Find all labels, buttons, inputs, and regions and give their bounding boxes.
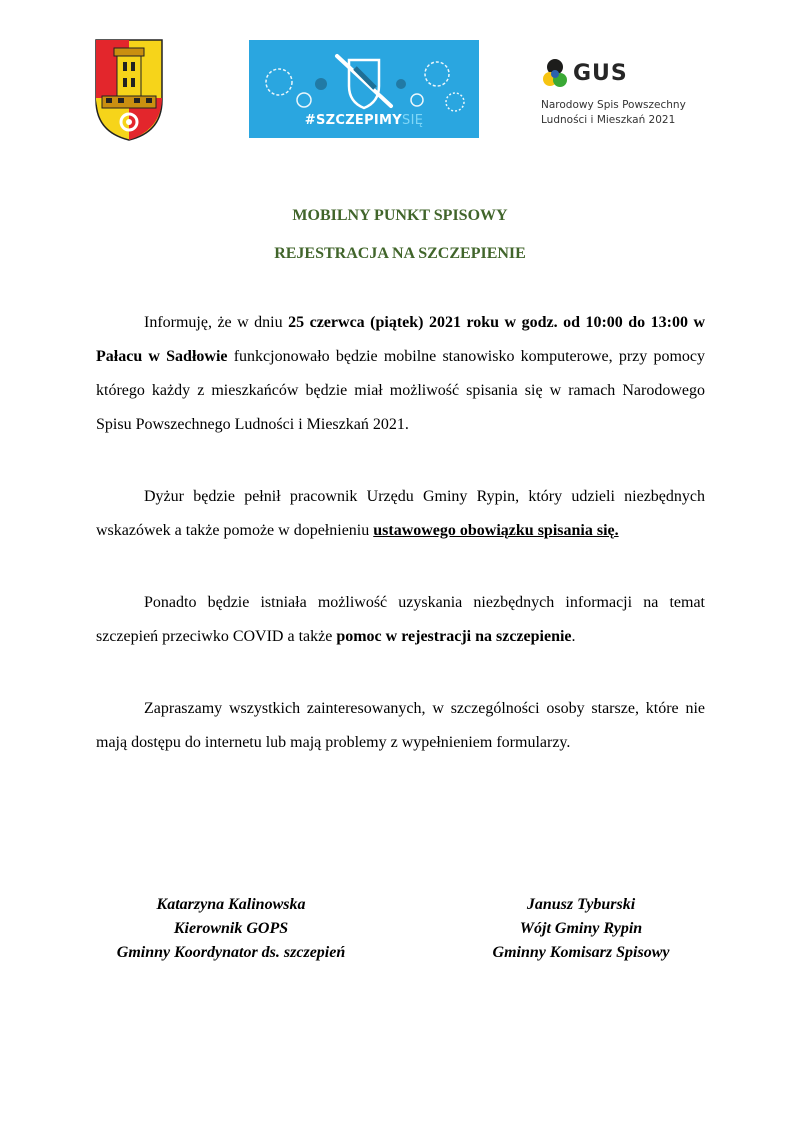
logo-row <box>0 0 800 150</box>
szczepimy-banner <box>249 40 479 138</box>
p2-obligation: ustawowego obowiązku spisania się. <box>373 522 619 539</box>
p2-text-a: Dyżur będzie pełnił pracownik Urzędu Gminy Rypin, który udzieli niezbędnych wskazówek a także pomoże w dopełnieniu <box>96 488 705 539</box>
p1-text-a: Informuję, że w dniu <box>144 314 289 331</box>
signature-right-title: Gminny Komisarz Spisowy <box>492 944 670 961</box>
signature-left-name: Katarzyna Kalinowska <box>156 896 306 913</box>
gus-mark-icon <box>541 58 569 88</box>
p1-text-c: funkcjonowało będzie mobilne stanowisko komputerowe, przy pomocy którego każdy z mieszkańców będzie miał możliwość spisania się w ramach Narodowego Spisu Powszechnego Ludności i Mieszkań 2021. <box>96 348 705 433</box>
signature-left-title: Gminny Koordynator ds. szczepień <box>116 944 346 961</box>
paragraph-announcement <box>96 306 705 442</box>
signature-right-name: Janusz Tyburski <box>526 896 636 913</box>
banner-hashtag <box>249 113 479 128</box>
banner-hashtag-suffix: SIĘ <box>402 113 424 128</box>
p3-registration-help: pomoc w rejestracji na szczepienie <box>336 628 572 645</box>
gus-name: GUS <box>573 61 628 86</box>
document-subtitle: REJESTRACJA NA SZCZEPIENIE <box>274 245 526 262</box>
p3-text-a: Ponadto będzie istniała możliwość uzyskania niezbędnych informacji na temat szczepień przeciwko COVID a także <box>96 594 705 645</box>
paragraph-invitation <box>96 692 705 760</box>
p4-text-a: Zapraszamy wszystkich zainteresowanych, w szczególności osoby starsze, które nie mają dostępu do internetu lub mają problemy z wypełnieniem formularzy. <box>96 700 705 751</box>
coat-of-arms-icon <box>94 38 164 142</box>
signature-right <box>474 893 688 965</box>
gus-logo <box>537 58 697 130</box>
p3-text-c: . <box>571 628 576 645</box>
p1-date-place: 25 czerwca (piątek) 2021 roku w godz. od 10:00 do 13:00 w Pałacu w Sadłowie <box>96 314 706 365</box>
paragraph-vaccination <box>96 586 705 654</box>
banner-hashtag-main: #SZCZEPIMY <box>304 113 403 128</box>
document-title: MOBILNY PUNKT SPISOWY <box>292 207 508 224</box>
gus-subtitle-line2: Ludności i Mieszkań 2021 <box>541 114 676 126</box>
signature-left <box>96 893 366 965</box>
paragraph-duty <box>96 480 705 548</box>
signature-right-role: Wójt Gminy Rypin <box>519 920 643 937</box>
gus-subtitle-line1: Narodowy Spis Powszechny <box>541 99 686 111</box>
signature-left-role: Kierownik GOPS <box>173 920 289 937</box>
